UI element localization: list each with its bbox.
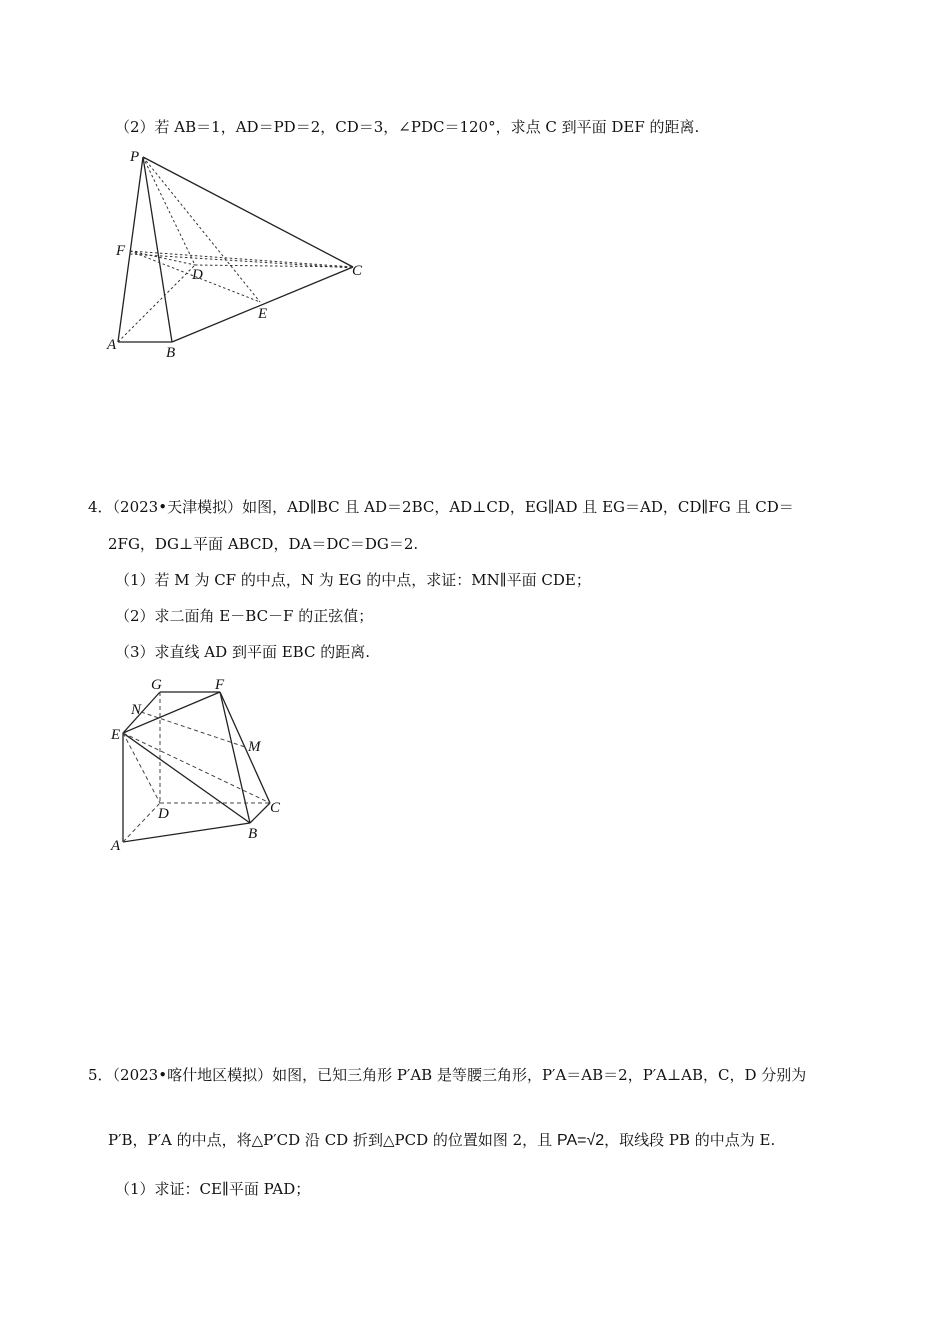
q4-part1: （1）若 M 为 CF 的中点，N 为 EG 的中点，求证：MN∥平面 CDE； [115,571,591,589]
q4-stem-line2: 2FG，DG⊥平面 ABCD，DA＝DC＝DG＝2. [108,535,419,553]
q4-stem-line1: 4．（2023•天津模拟）如图，AD∥BC 且 AD＝2BC，AD⊥CD，EG∥AD 且 EG＝AD，CD∥FG 且 CD＝ [88,498,794,516]
q4-label-E: E [111,727,121,743]
q3-label-F: F [116,243,126,259]
q5-line2-before: P′B，P′A 的中点，将△P′CD 沿 CD 折到△PCD 的位置如图 2，且 [108,1131,557,1149]
q3-label-C: C [352,263,363,279]
q3-part2-text: （2）若 AB＝1，AD＝PD＝2，CD＝3，∠PDC＝120°，求点 C 到平面 DEF 的距离. [115,118,700,136]
q4-label-D: D [158,806,169,822]
q4-label-C: C [270,800,281,816]
q3-label-B: B [166,345,176,361]
q4-label-A: A [111,838,121,854]
q3-label-A: A [107,337,117,353]
q3-label-P: P [130,149,140,165]
q5-part1: （1）求证：CE∥平面 PAD； [115,1180,311,1198]
q4-label-B: B [248,826,258,842]
q5-stem-line1: 5．（2023•喀什地区模拟）如图，已知三角形 P′AB 是等腰三角形，P′A＝AB＝2，P′A⊥AB，C，D 分别为 [88,1066,807,1084]
q4-solid-figure [105,672,305,857]
q4-label-G: G [151,677,162,693]
q4-label-M: M [248,739,261,755]
q5-stem-line2 [108,1129,775,1152]
q4-label-F: F [215,677,225,693]
pa-equals-sqrt2: PA=√2 [556,1132,605,1149]
q4-part2: （2）求二面角 E－BC－F 的正弦值； [115,607,374,625]
q3-label-E: E [258,306,268,322]
q5-line2-after: ，取线段 PB 的中点为 E. [604,1131,776,1149]
q4-label-N: N [131,702,142,718]
q4-part3: （3）求直线 AD 到平面 EBC 的距离. [115,643,370,661]
q3-pyramid-figure [100,140,380,365]
q3-label-D: D [192,267,203,283]
